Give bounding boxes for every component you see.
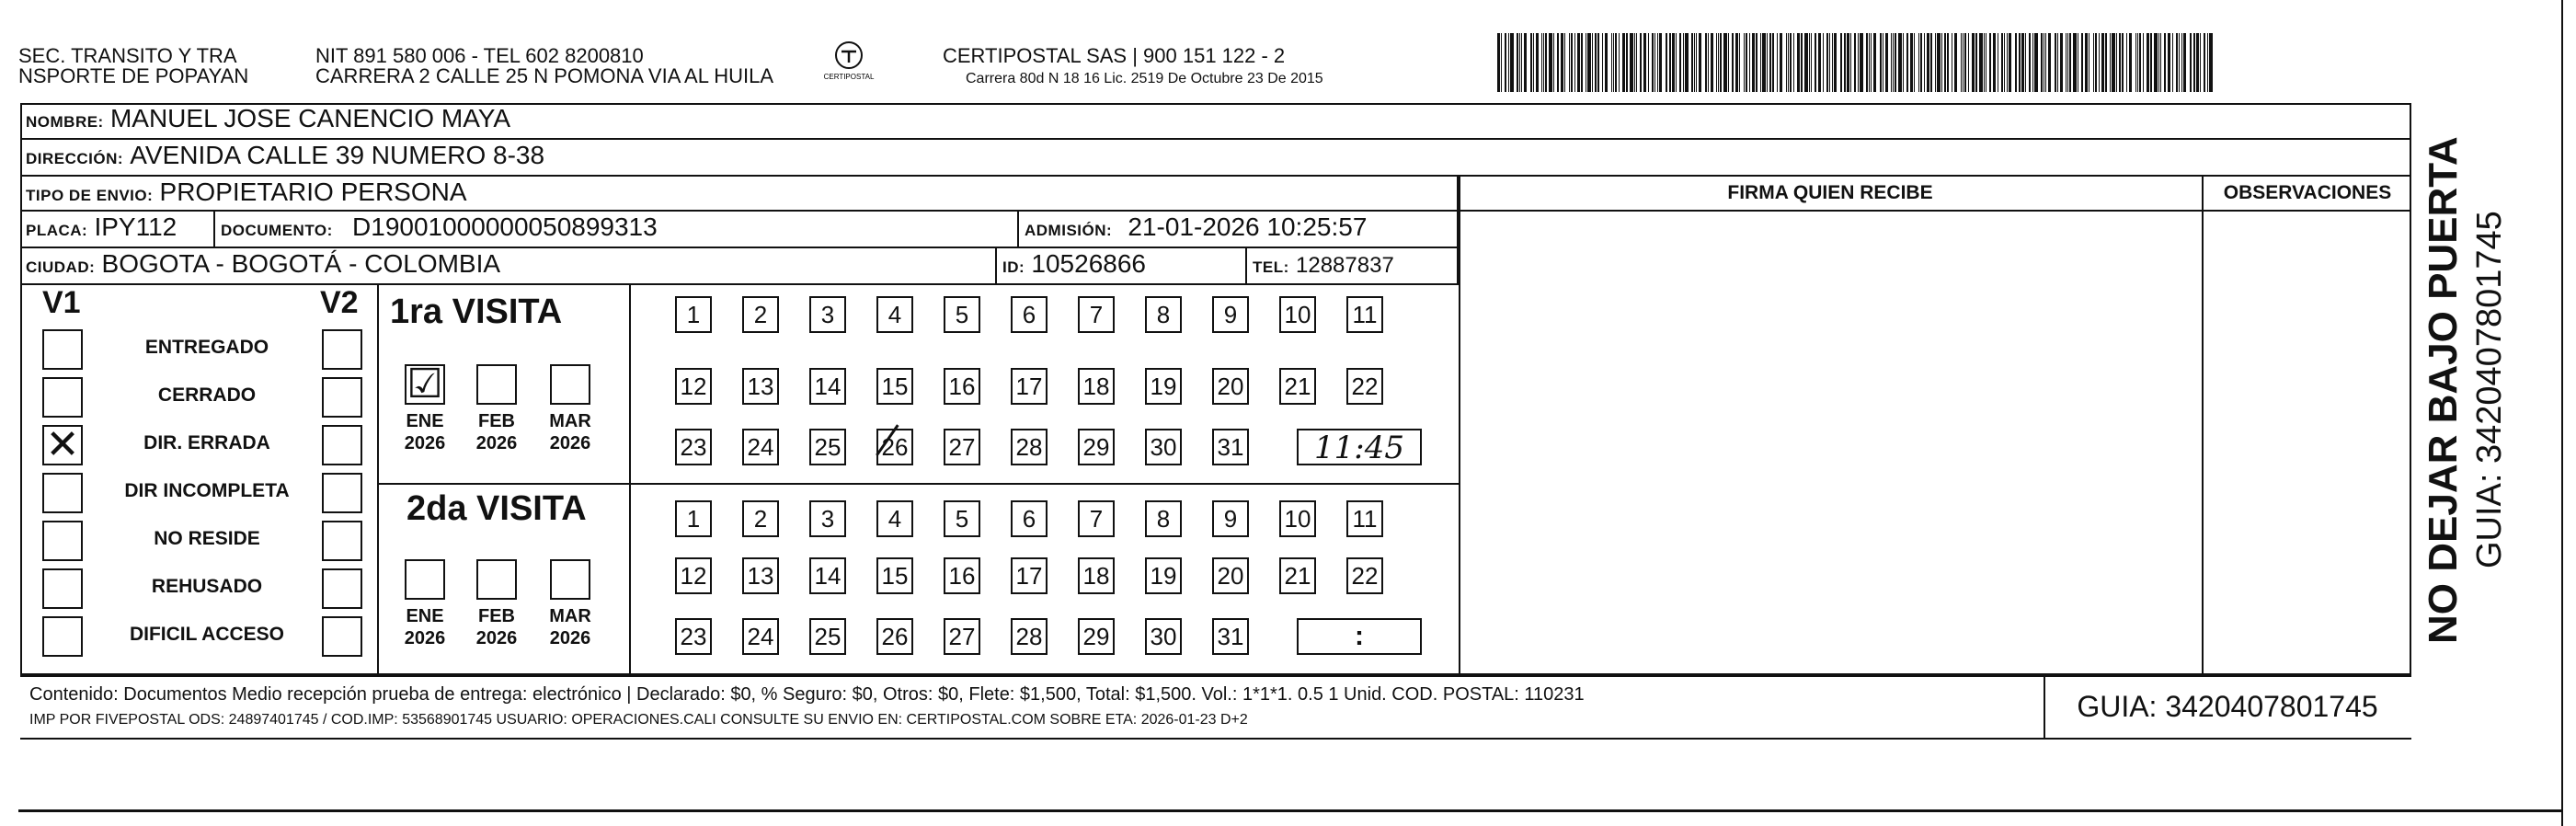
month-checkbox[interactable]: [476, 364, 517, 405]
day-box[interactable]: 1: [675, 500, 712, 537]
type-label: TIPO DE ENVIO:: [26, 187, 154, 204]
day-box[interactable]: 17: [1011, 557, 1048, 594]
v2-label: V2: [320, 285, 359, 320]
status-label: CERRADO: [157, 384, 257, 406]
day-box[interactable]: 10: [1279, 296, 1316, 333]
status-label: DIFICIL ACCESO: [129, 624, 284, 645]
v1-label: V1: [42, 285, 81, 320]
sender-address: CARRERA 2 CALLE 25 N POMONA VIA AL HUILA: [315, 64, 774, 87]
status-v1-checkbox[interactable]: [42, 616, 83, 657]
day-box[interactable]: 11: [1346, 500, 1383, 537]
document-label: DOCUMENTO:: [221, 222, 333, 239]
footer-content-line: Contenido: Documentos Medio recepción prueba de entrega: electrónico | Declarado: $0, % Seguro: $0, Otros: $0, Flete: $1,500, Total: $1,500. Vol.: 1*1*1. 0.5 1 Unid. COD. POSTAL: 110231: [29, 684, 1585, 705]
status-v1-checkbox[interactable]: [42, 568, 83, 609]
day-box[interactable]: 28: [1011, 618, 1048, 655]
day-box[interactable]: 5: [944, 296, 980, 333]
status-v2-checkbox[interactable]: [322, 473, 362, 513]
status-v2-checkbox[interactable]: [322, 616, 362, 657]
company-license: Carrera 80d N 18 16 Lic. 2519 De Octubre 23 De 2015: [966, 71, 1323, 86]
month-year-label: 2026: [549, 433, 591, 453]
day-box[interactable]: 4: [876, 500, 913, 537]
day-box[interactable]: 19: [1145, 557, 1182, 594]
day-box[interactable]: 8: [1145, 296, 1182, 333]
day-box[interactable]: 18: [1078, 557, 1115, 594]
day-box[interactable]: 9: [1212, 296, 1249, 333]
visit1-title: 1ra VISITA: [390, 293, 563, 331]
footer-print-line: IMP POR FIVEPOSTAL ODS: 24897401745 / COD.IMP: 53568901745 USUARIO: OPERACIONES.CALI CONSULTE SU ENVIO EN: CERTIPOSTAL.COM SOBRE ETA: 2026-01-23 D+2: [29, 712, 1248, 728]
day-box[interactable]: 31: [1212, 429, 1249, 465]
month-year-label: 2026: [475, 628, 518, 648]
certipostal-logo: [821, 39, 876, 85]
tel-field: [1247, 248, 1459, 285]
day-box[interactable]: 27: [944, 429, 980, 465]
company-name: CERTIPOSTAL SAS | 900 151 122 - 2: [943, 44, 1286, 67]
day-box[interactable]: 11: [1346, 296, 1383, 333]
day-box[interactable]: 28: [1011, 429, 1048, 465]
document-field: [215, 212, 1019, 248]
admission-label: ADMISIÓN:: [1025, 222, 1113, 239]
observations-divider: [2202, 177, 2204, 675]
footer-guia: GUIA: 3420407801745: [2077, 690, 2378, 723]
day-box[interactable]: 13: [742, 368, 779, 405]
month-label: MAR: [549, 606, 591, 626]
day-box[interactable]: 23: [675, 429, 712, 465]
status-v1-checkbox[interactable]: [42, 329, 83, 370]
day-box[interactable]: 14: [809, 368, 846, 405]
observations-header: OBSERVACIONES: [2204, 177, 2411, 212]
day-box[interactable]: 31: [1212, 618, 1249, 655]
day-box[interactable]: 5: [944, 500, 980, 537]
month-label: ENE: [406, 411, 444, 431]
tel-label: TEL:: [1253, 258, 1289, 276]
day-box[interactable]: 20: [1212, 368, 1249, 405]
sender-name-line2: NSPORTE DE POPAYAN: [18, 64, 249, 87]
status-label: DIR. ERRADA: [143, 432, 270, 453]
logo-text: CERTIPOSTAL: [823, 73, 875, 81]
day-box[interactable]: 4: [876, 296, 913, 333]
day-box[interactable]: 7: [1078, 296, 1115, 333]
day-box[interactable]: 15: [876, 368, 913, 405]
day-box[interactable]: 24: [742, 618, 779, 655]
day-box[interactable]: 24: [742, 429, 779, 465]
day-box[interactable]: 21: [1279, 557, 1316, 594]
month-checkbox[interactable]: [550, 364, 590, 405]
status-divider: [377, 285, 379, 675]
visit2-title: 2da VISITA: [406, 489, 587, 528]
day-box[interactable]: 1: [675, 296, 712, 333]
day-box[interactable]: 21: [1279, 368, 1316, 405]
month-checkbox[interactable]: ☑: [405, 364, 445, 405]
status-v1-checkbox[interactable]: [42, 521, 83, 561]
day-box[interactable]: 12: [675, 368, 712, 405]
month-label: MAR: [549, 411, 591, 431]
visit-divider: [377, 483, 1459, 485]
day-box[interactable]: 12: [675, 557, 712, 594]
day-box[interactable]: 3: [809, 500, 846, 537]
month-year-label: 2026: [475, 433, 518, 453]
bottom-edge: [18, 809, 2561, 812]
plate-field: [20, 212, 215, 248]
sender-name-line1: SEC. TRANSITO Y TRA: [18, 44, 237, 67]
day-box[interactable]: 19: [1145, 368, 1182, 405]
barcode: [1497, 33, 2224, 92]
address-label: DIRECCIÓN:: [26, 150, 124, 167]
month-year-label: 2026: [404, 628, 446, 648]
month-checkbox[interactable]: [476, 559, 517, 600]
month-divider: [629, 285, 631, 675]
day-box[interactable]: 29: [1078, 618, 1115, 655]
recipient-address-row: [20, 140, 2411, 177]
status-label: ENTREGADO: [144, 337, 269, 358]
day-box[interactable]: 2: [742, 296, 779, 333]
day-box[interactable]: 25: [809, 429, 846, 465]
month-year-label: 2026: [404, 433, 446, 453]
month-label: FEB: [478, 411, 515, 431]
day-box[interactable]: 30: [1145, 429, 1182, 465]
month-label: ENE: [406, 606, 444, 626]
signature-header: FIRMA QUIEN RECIBE: [1459, 177, 2202, 212]
status-label: NO RESIDE: [154, 528, 260, 549]
logo-icon: [821, 39, 876, 86]
document-value: D19001000000050899313: [352, 212, 658, 241]
status-label: DIR INCOMPLETA: [124, 480, 290, 501]
status-v2-checkbox[interactable]: [322, 377, 362, 418]
status-v1-checkbox[interactable]: [42, 377, 83, 418]
signature-divider: [1459, 177, 1460, 675]
id-label: ID:: [1002, 258, 1025, 276]
day-box[interactable]: 6: [1011, 500, 1048, 537]
plate-label: PLACA:: [26, 222, 88, 239]
plate-value: IPY112: [94, 212, 177, 241]
tel-value: 12887837: [1296, 253, 1394, 278]
day-box[interactable]: 9: [1212, 500, 1249, 537]
shipment-type-row: [20, 177, 1459, 212]
month-checkbox[interactable]: [550, 559, 590, 600]
shipment-type: PROPIETARIO PERSONA: [159, 178, 467, 206]
day-box[interactable]: 25: [809, 618, 846, 655]
day-box[interactable]: 14: [809, 557, 846, 594]
month-year-label: 2026: [549, 628, 591, 648]
day-box[interactable]: 15: [876, 557, 913, 594]
day-box[interactable]: 13: [742, 557, 779, 594]
name-label: NOMBRE:: [26, 113, 104, 131]
visit1-time[interactable]: 11:45: [1297, 429, 1422, 465]
day-box[interactable]: 18: [1078, 368, 1115, 405]
day-box[interactable]: 6: [1011, 296, 1048, 333]
status-v2-checkbox[interactable]: [322, 425, 362, 465]
day-box[interactable]: 26: [876, 618, 913, 655]
day-box[interactable]: 8: [1145, 500, 1182, 537]
city-field: [20, 248, 997, 285]
right-edge: [2561, 0, 2563, 826]
day-box[interactable]: 2: [742, 500, 779, 537]
id-field: [997, 248, 1247, 285]
recipient-name-row: [20, 103, 2411, 140]
day-box[interactable]: 7: [1078, 500, 1115, 537]
day-box[interactable]: 3: [809, 296, 846, 333]
side-guia: GUIA: 3420407801745: [2470, 211, 2509, 568]
visit2-time[interactable]: :: [1297, 618, 1422, 655]
recipient-address: AVENIDA CALLE 39 NUMERO 8-38: [130, 141, 545, 169]
day-box[interactable]: 23: [675, 618, 712, 655]
day-box[interactable]: 16: [944, 557, 980, 594]
sender-nit: NIT 891 580 006 - TEL 602 8200810: [315, 44, 644, 67]
recipient-name: MANUEL JOSE CANENCIO MAYA: [109, 104, 511, 132]
id-value: 10526866: [1031, 249, 1146, 278]
status-v2-checkbox[interactable]: [322, 568, 362, 609]
day-box[interactable]: 16: [944, 368, 980, 405]
status-v1-checkbox[interactable]: [42, 473, 83, 513]
day-box[interactable]: 26: [876, 429, 913, 465]
month-label: FEB: [478, 606, 515, 626]
day-box[interactable]: 17: [1011, 368, 1048, 405]
status-label: REHUSADO: [151, 576, 263, 597]
day-box[interactable]: 30: [1145, 618, 1182, 655]
day-box[interactable]: 10: [1279, 500, 1316, 537]
status-v2-checkbox[interactable]: [322, 329, 362, 370]
day-box[interactable]: 29: [1078, 429, 1115, 465]
city-value: BOGOTA - BOGOTÁ - COLOMBIA: [101, 249, 501, 278]
footer-bottom-line: [20, 738, 2411, 740]
admission-value: 21-01-2026 10:25:57: [1128, 212, 1368, 241]
day-box[interactable]: 20: [1212, 557, 1249, 594]
side-warning: NO DEJAR BAJO PUERTA: [2421, 136, 2466, 644]
admission-field: [1019, 212, 1459, 248]
day-box[interactable]: 22: [1346, 557, 1383, 594]
day-box[interactable]: 22: [1346, 368, 1383, 405]
city-label: CIUDAD:: [26, 258, 96, 276]
status-v2-checkbox[interactable]: [322, 521, 362, 561]
status-v1-checkbox[interactable]: ✕: [42, 425, 83, 465]
month-checkbox[interactable]: [405, 559, 445, 600]
day-box[interactable]: 27: [944, 618, 980, 655]
